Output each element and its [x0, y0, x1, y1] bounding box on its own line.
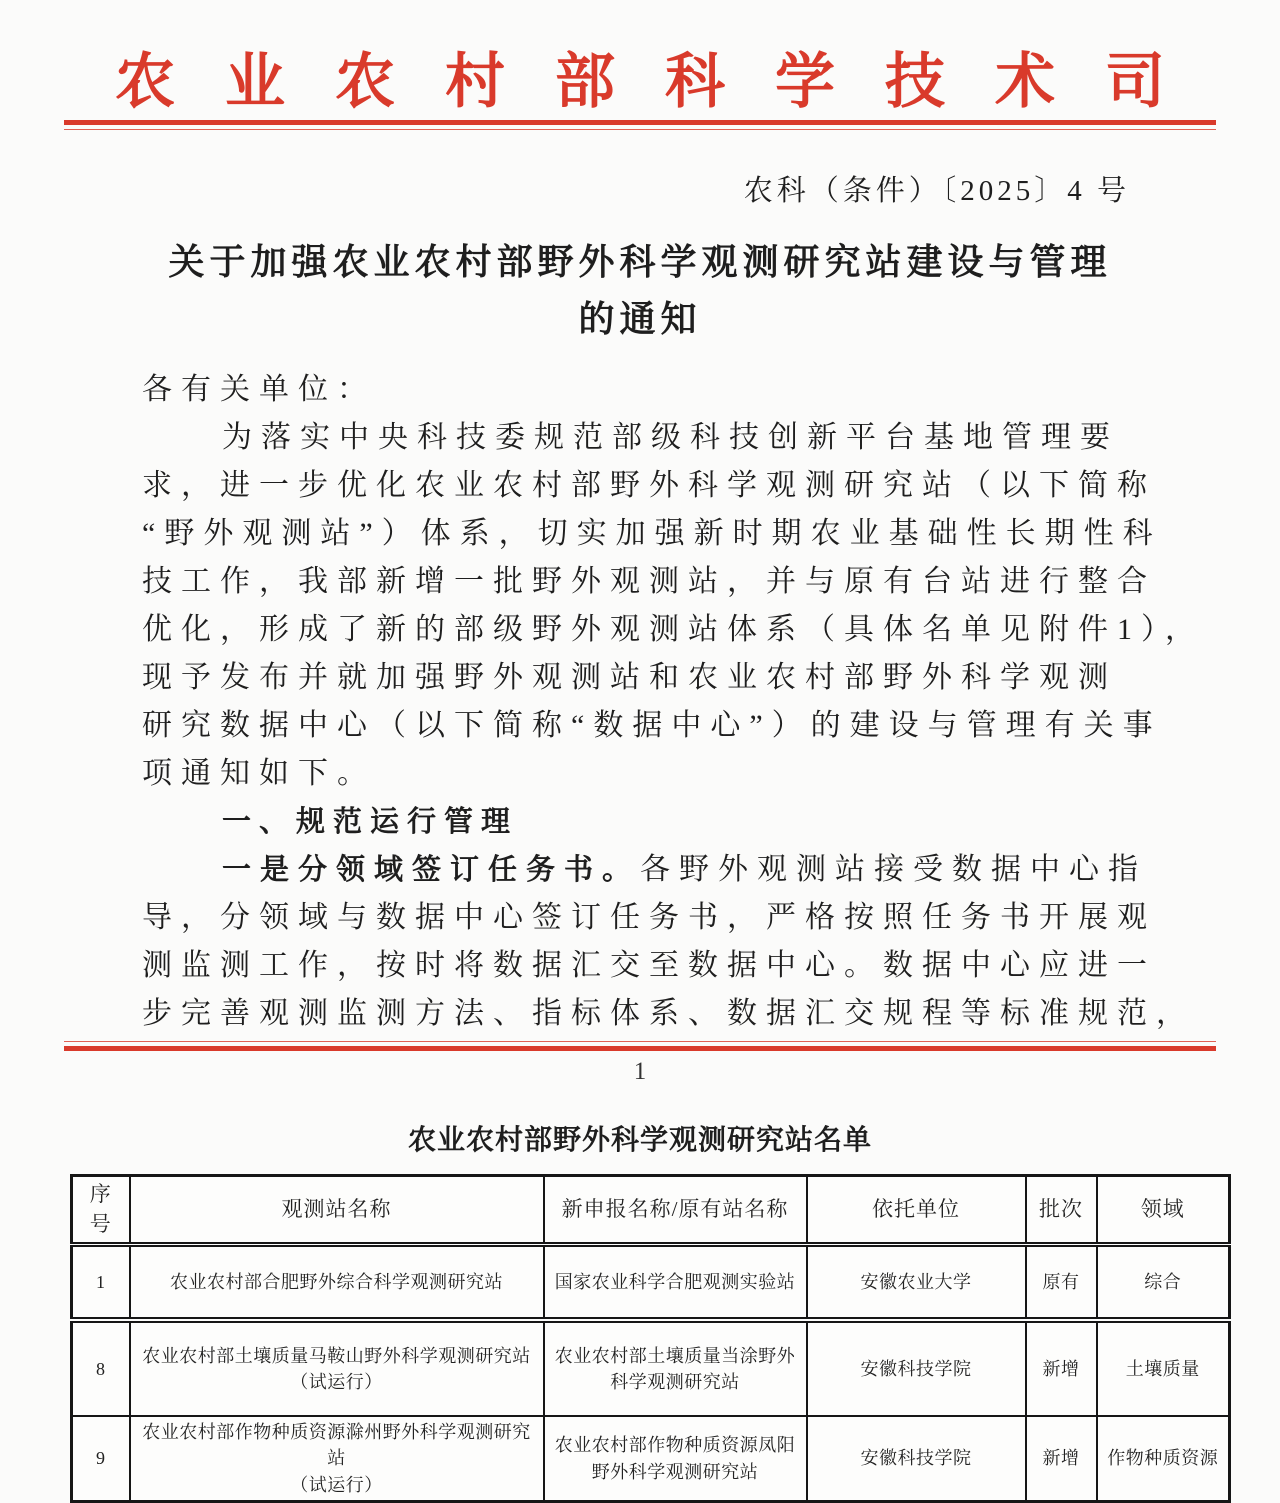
cell-station-name: [130, 1416, 544, 1501]
cell-field: 综合: [1097, 1244, 1230, 1320]
cell-new-name: 国家农业科学合肥观测实验站: [544, 1244, 807, 1320]
column-header-field: 领域: [1097, 1176, 1230, 1245]
cell-no: 1: [72, 1244, 130, 1320]
station-name-text: 农业农村部土壤质量马鞍山野外科学观测研究站: [142, 1346, 531, 1367]
cell-org: 安徽科技学院: [807, 1320, 1026, 1416]
cell-field: 土壤质量: [1097, 1320, 1230, 1416]
section-heading: 一、规范运行管理: [222, 806, 519, 838]
paragraph-2-lead-rest: 各野外观测站接受数据中心指: [640, 853, 1148, 886]
notice-title-line-1: 关于加强农业农村部野外科学观测研究站建设与管理: [168, 242, 1112, 282]
table-row: [72, 1416, 1230, 1501]
cell-station-name: 农业农村部合肥野外综合科学观测研究站: [130, 1244, 544, 1320]
attachment-table-title: 农业农村部野外科学观测研究站名单: [407, 1124, 872, 1155]
cell-no: 9: [72, 1416, 130, 1501]
red-rule-thick-line: [64, 120, 1216, 125]
footer-red-rule: [64, 1041, 1216, 1051]
cell-batch: 原有: [1026, 1244, 1097, 1320]
column-header-org: 依托单位: [807, 1176, 1026, 1245]
paragraph-1-line: 现予发布并就加强野外观测站和农业农村部野外科学观测: [142, 661, 1117, 694]
red-rule-thin-line: [64, 1041, 1216, 1042]
cell-new-name: 农业农村部作物种质资源凤阳野外科学观测研究站: [544, 1416, 807, 1501]
notice-body: [142, 366, 1204, 1038]
document-number: 农科（条件）〔2025〕4 号: [743, 175, 1130, 207]
paragraph-1-line: 求，进一步优化农业农村部野外科学观测研究站（以下简称: [142, 469, 1156, 502]
station-name-text: 农业农村部作物种质资源滁州野外科学观测研究站: [142, 1422, 531, 1469]
cell-station-name: [130, 1320, 544, 1416]
red-rule-thin-line: [64, 129, 1216, 130]
paragraph-1-line: 为落实中央科技委规范部级科技创新平台基地管理要: [222, 421, 1119, 454]
table-header-row: [72, 1176, 1230, 1245]
cell-batch: 新增: [1026, 1416, 1097, 1501]
cell-field: 作物种质资源: [1097, 1416, 1230, 1501]
salutation: 各有关单位：: [142, 373, 376, 406]
paragraph-1-line: “野外观测站”）体系，切实加强新时期农业基础性长期性科: [142, 517, 1162, 550]
notice-title: [0, 234, 1280, 348]
column-header-batch: 批次: [1026, 1176, 1097, 1245]
column-header-station-name: 观测站名称: [130, 1176, 544, 1245]
station-trial-note: （试运行）: [290, 1372, 383, 1393]
cell-no: 8: [72, 1320, 130, 1416]
letterhead-red-rule: [64, 120, 1216, 130]
notice-title-line-2: 的通知: [578, 299, 702, 339]
paragraph-1-line: 项通知如下。: [142, 757, 376, 790]
agency-letterhead-title: 农业农村部科学技术司: [115, 49, 1215, 115]
cell-org: 安徽农业大学: [807, 1244, 1026, 1320]
paragraph-2-line: [142, 846, 1148, 894]
paragraph-1-line: 技工作，我部新增一批野外观测站，并与原有台站进行整合: [142, 565, 1156, 598]
red-rule-thick-line: [64, 1046, 1216, 1051]
column-header-new-name: 新申报名称/原有站名称: [544, 1176, 807, 1245]
cell-batch: 新增: [1026, 1320, 1097, 1416]
paragraph-1-line: 研究数据中心（以下简称“数据中心”）的建设与管理有关事: [142, 709, 1162, 742]
station-list-table: [70, 1174, 1231, 1503]
table-row: [72, 1244, 1230, 1320]
paragraph-2-line: 导，分领域与数据中心签订任务书，严格按照任务书开展观: [142, 901, 1156, 934]
paragraph-2-bold-lead: 一是分领域签订任务书。: [222, 854, 641, 886]
column-header-no: 序号: [72, 1176, 130, 1245]
page-number: 1: [633, 1058, 647, 1085]
paragraph-2-line: 步完善观测监测方法、指标体系、数据汇交规程等标准规范，: [142, 997, 1195, 1030]
paragraph-2-line: 测监测工作，按时将数据汇交至数据中心。数据中心应进一: [142, 949, 1156, 982]
cell-org: 安徽科技学院: [807, 1416, 1026, 1501]
table-row: [72, 1320, 1230, 1416]
cell-new-name: 农业农村部土壤质量当涂野外科学观测研究站: [544, 1320, 807, 1416]
paragraph-1-line: 优化，形成了新的部级野外观测站体系（具体名单见附件1），: [142, 613, 1204, 646]
station-trial-note: （试运行）: [290, 1474, 383, 1495]
